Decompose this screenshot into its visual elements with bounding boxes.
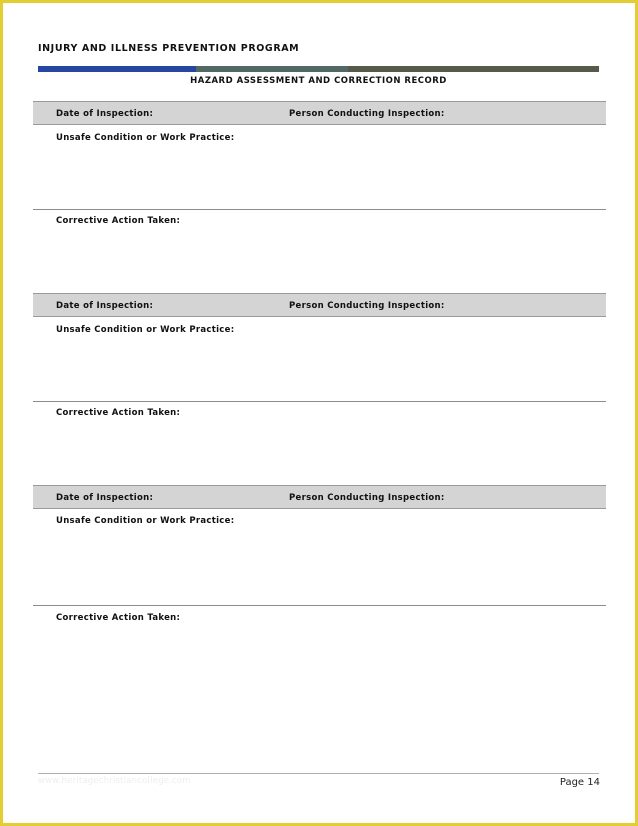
color-bar-teal-segment <box>196 66 348 72</box>
section-divider <box>33 209 606 210</box>
document-title: INJURY AND ILLNESS PREVENTION PROGRAM <box>38 43 300 54</box>
date-of-inspection-label: Date of Inspection: <box>56 109 154 119</box>
inspection-header-row-1 <box>33 101 606 125</box>
corrective-action-label: Corrective Action Taken: <box>56 613 181 623</box>
section-divider <box>33 605 606 606</box>
inspection-header-row-2 <box>33 293 606 317</box>
person-conducting-inspection-label: Person Conducting Inspection: <box>289 109 445 119</box>
inspection-header-row-3 <box>33 485 606 509</box>
footer-line <box>38 773 599 774</box>
person-conducting-inspection-label: Person Conducting Inspection: <box>289 301 445 311</box>
unsafe-condition-label: Unsafe Condition or Work Practice: <box>56 516 235 526</box>
date-of-inspection-label: Date of Inspection: <box>56 301 154 311</box>
corrective-action-label: Corrective Action Taken: <box>56 408 181 418</box>
section-divider <box>33 401 606 402</box>
unsafe-condition-label: Unsafe Condition or Work Practice: <box>56 133 235 143</box>
corrective-action-label: Corrective Action Taken: <box>56 216 181 226</box>
color-bar-blue-segment <box>38 66 196 72</box>
watermark-text: www.heritagechristiancollege.com <box>38 776 191 786</box>
record-title: HAZARD ASSESSMENT AND CORRECTION RECORD <box>190 76 447 86</box>
date-of-inspection-label: Date of Inspection: <box>56 493 154 503</box>
color-bar-olive-segment <box>348 66 599 72</box>
unsafe-condition-label: Unsafe Condition or Work Practice: <box>56 325 235 335</box>
color-bar <box>38 66 599 72</box>
person-conducting-inspection-label: Person Conducting Inspection: <box>289 493 445 503</box>
page-number: Page 14 <box>559 777 600 788</box>
